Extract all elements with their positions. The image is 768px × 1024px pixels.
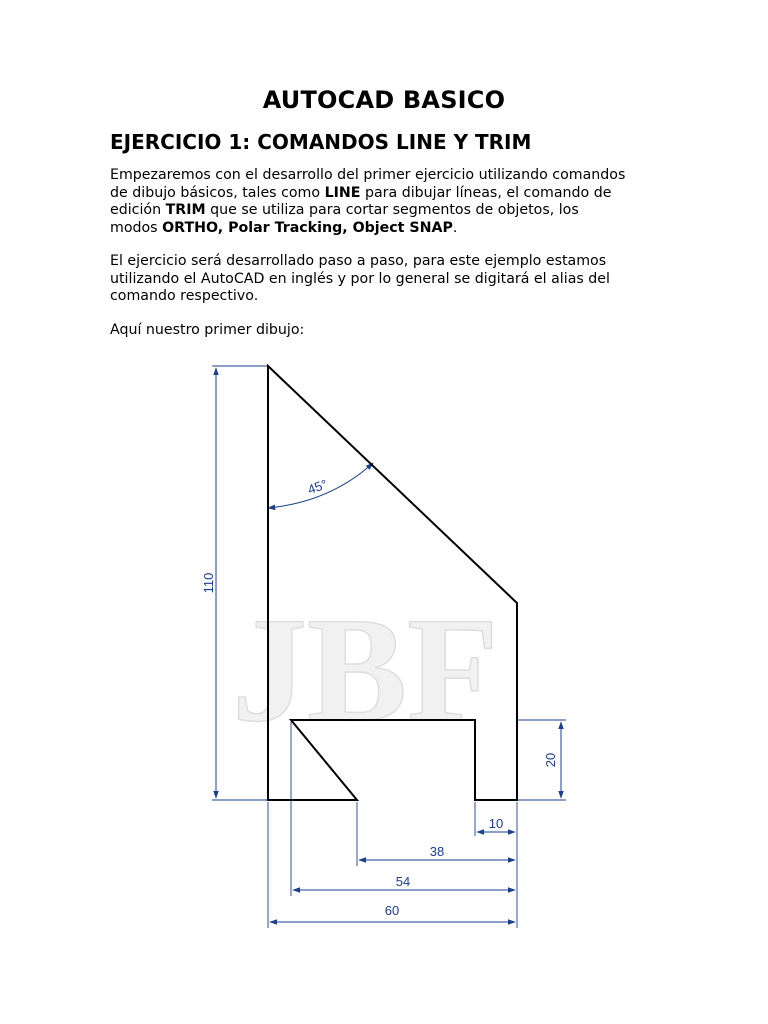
dim-text-45: 45° (305, 476, 330, 498)
dim-text-54: 54 (395, 874, 411, 889)
intro-line-4-bold: ORTHO, Polar Tracking, Object SNAP (162, 219, 453, 236)
intro-line-4-pre: modos (110, 219, 163, 236)
section-title: EJERCICIO 1: COMANDOS LINE Y TRIM (110, 130, 532, 154)
dim-text-38: 38 (429, 844, 445, 859)
dim-text-10: 10 (488, 816, 504, 831)
steps-line-1: El ejercicio será desarrollado paso a paso, para este ejemplo estamos (110, 253, 607, 269)
document-title: AUTOCAD BASICO (262, 86, 506, 114)
intro-line-4-post: . (452, 219, 458, 236)
intro-line-1: Empezaremos con el desarrollo del primer ejercicio utilizando comandos (110, 167, 626, 183)
steps-line-3: comando respectivo. (110, 288, 259, 304)
drawing-intro: Aquí nuestro primer dibujo: (110, 322, 305, 338)
intro-line-2-bold: LINE (324, 184, 361, 201)
intro-line-2-post: para dibujar líneas, el comando de (360, 184, 612, 201)
dim-text-60: 60 (384, 903, 400, 918)
intro-line-3-post: que se utiliza para cortar segmentos de objetos, los (205, 202, 579, 218)
steps-line-2: utilizando el AutoCAD en inglés y por lo general se digitará el alias del (110, 270, 610, 287)
watermark-logo: JBF (232, 587, 499, 753)
intro-line-3-bold: TRIM (165, 202, 206, 218)
dim-text-110: 110 (201, 572, 216, 594)
intro-line-3-pre: edición (110, 202, 166, 218)
intro-line-2-pre: de dibujo básicos, tales como (110, 184, 325, 201)
dim-text-20: 20 (543, 752, 558, 768)
